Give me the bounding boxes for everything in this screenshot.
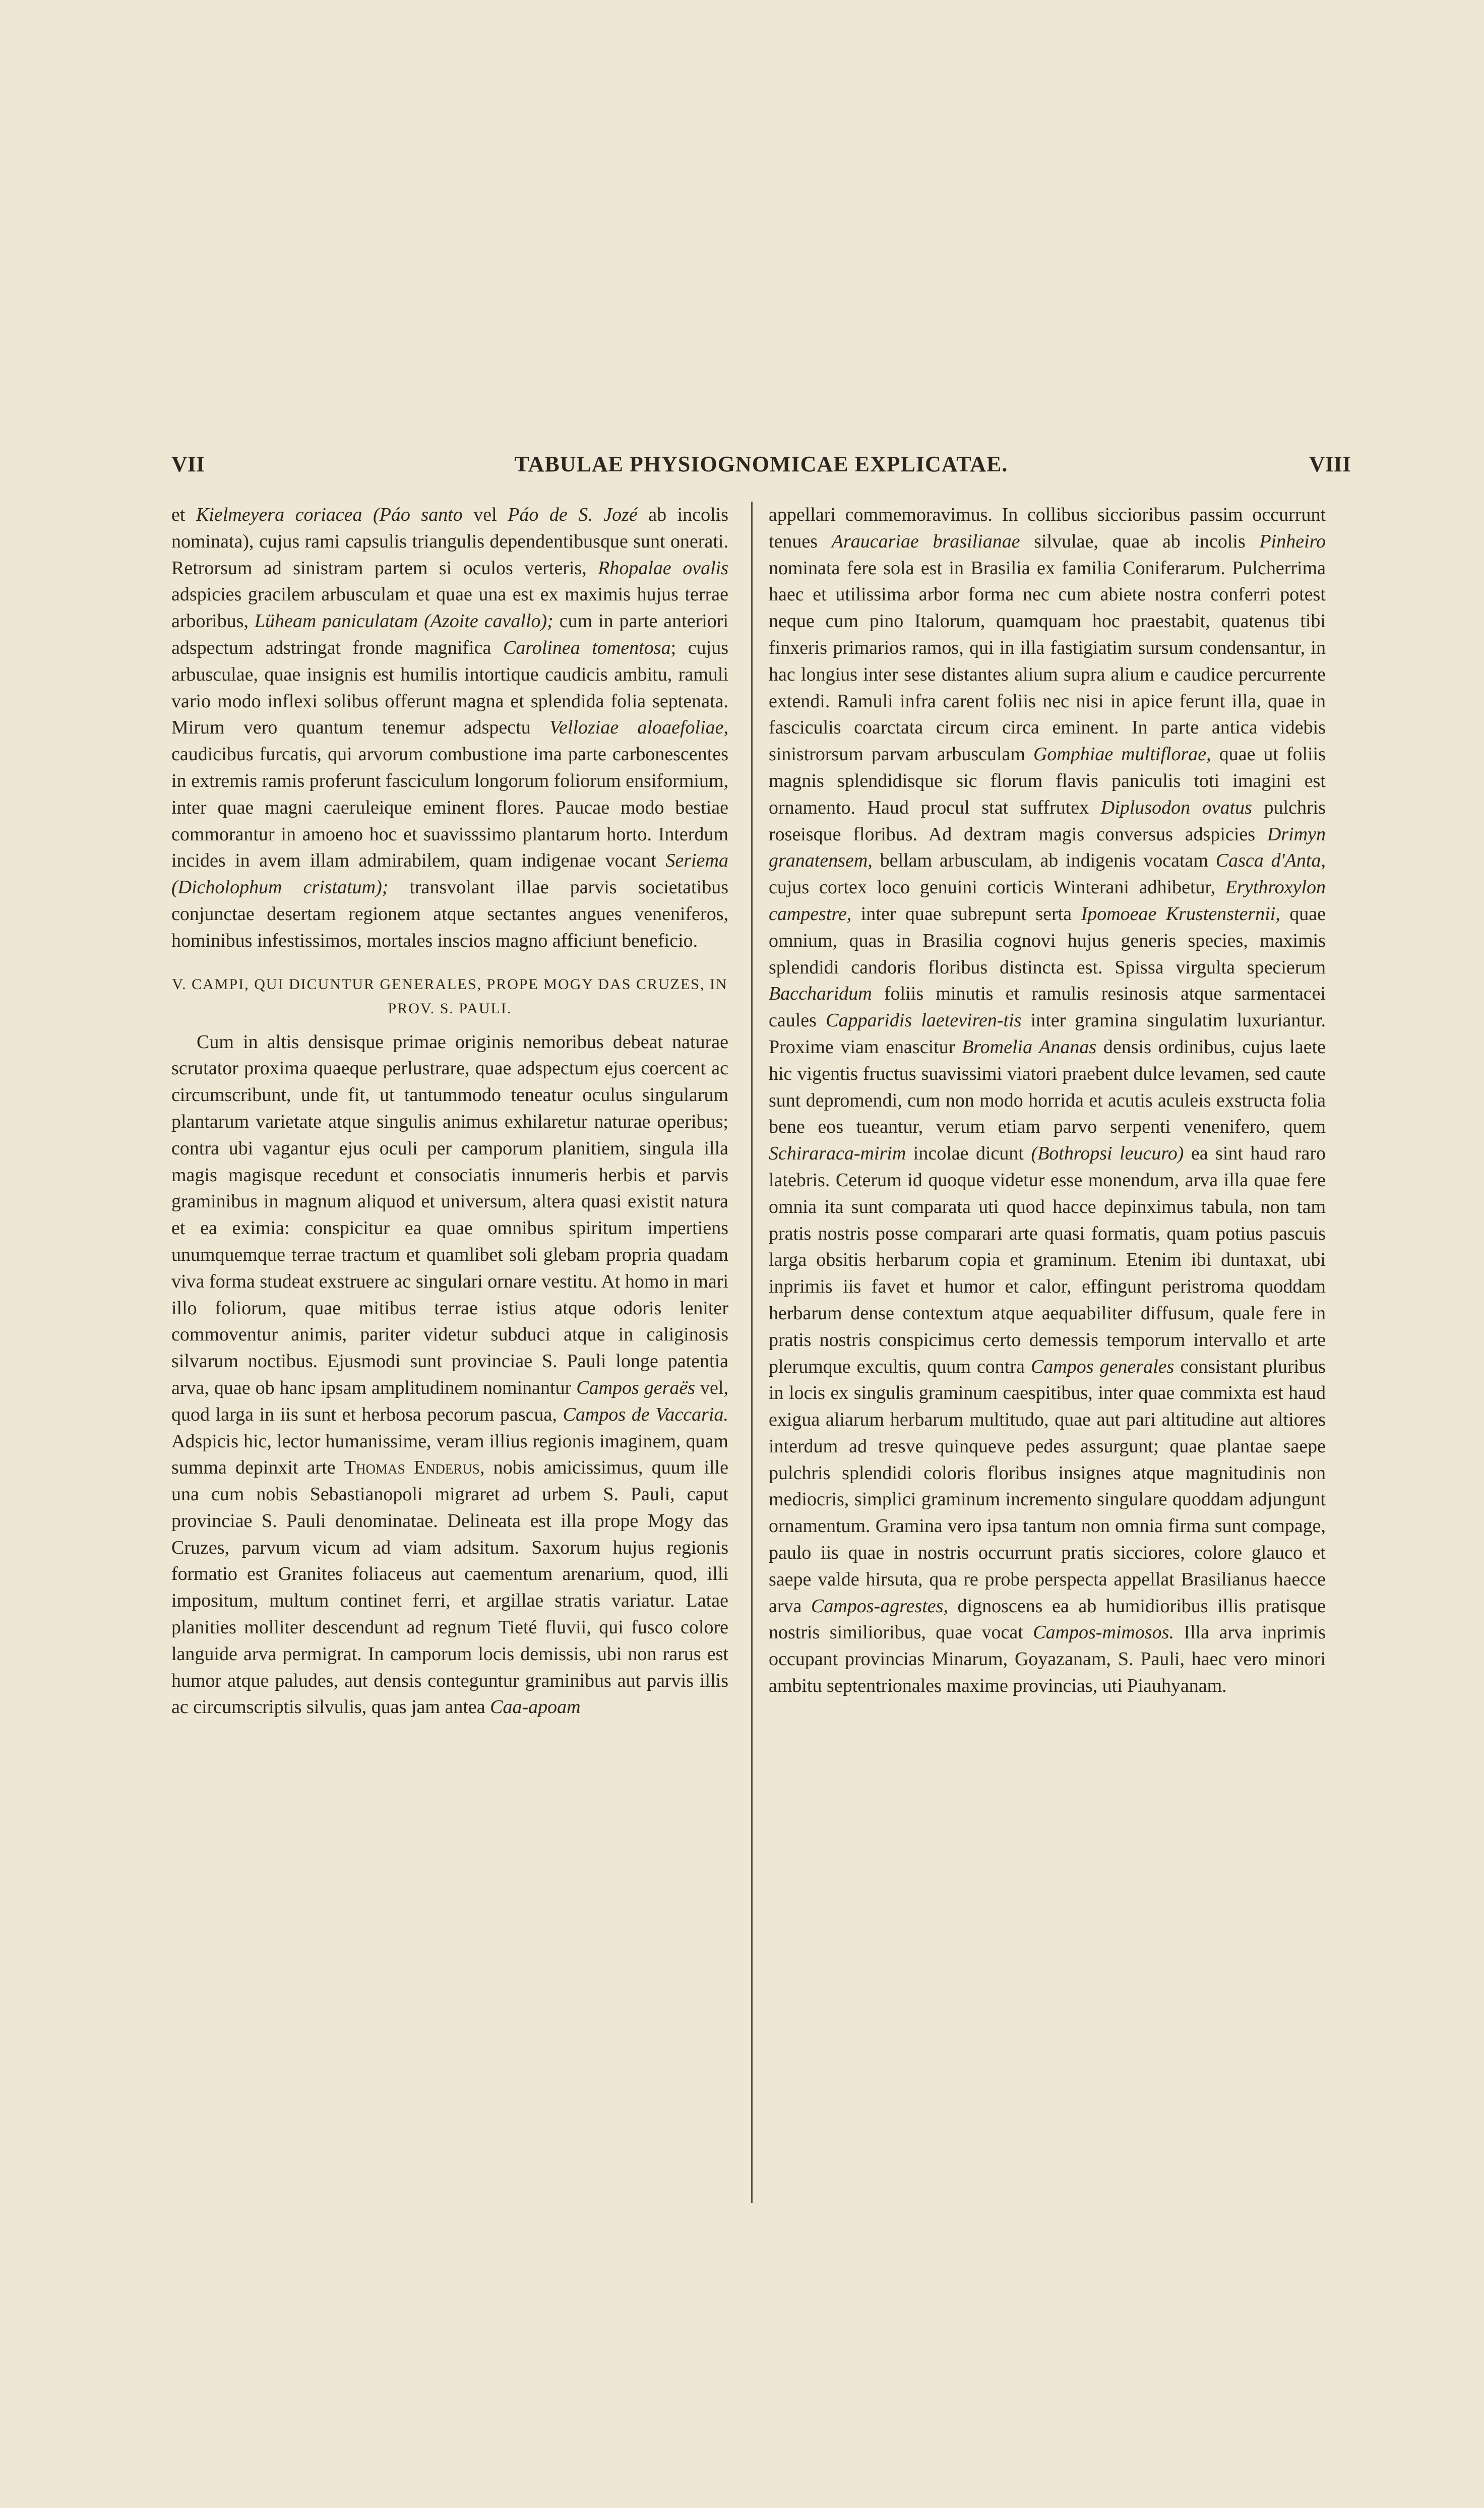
text-run: silvulae, quae ab incolis: [1020, 530, 1260, 552]
right-column: [769, 502, 1326, 1699]
text-run: incolae dicunt: [906, 1143, 1031, 1165]
text-run: vel, quod larga in iis sunt et herbosa pecorum pascua,: [171, 1377, 728, 1425]
text-run: inter gramina singulatim luxuriantur. Proxime viam enascitur: [769, 1010, 1326, 1058]
text-run: Cum in altis densisque primae originis nemoribus debeat naturae scrutator proxima quaeque perlustrare, quae adspectum ejus coercent ac circumscribunt, unde fit, ut tantummodo teneatur oculus singularum plantarum varietate atque singulis animus exhilaretur naturae operibus; contra ubi vagantur ejus oculi per camporum planitiem, singula illa magis magisque recedunt et consociatis innumeris herbis et parvis graminibus in magnum aliquod et universum, altera quasi existit natura et ea eximia: conspicitur ea quae omnibus spiritum impertiens unumquemque terrae tractum et quamlibet soli glebam propria quadam viva forma studeat exstruere ac singulari ornare vestitu. At homo in mari illo foliorum, quae mitibus terrae istius atque odoris leniter commoventur animis, pariter videtur subduci atque in caliginosis silvarum noctibus. Ejusmodi sunt provinciae S. Pauli longe patentia arva, quae ob hanc ipsam amplitudinem nominantur: [171, 1031, 728, 1398]
text-run: , nobis amicissimus, quum ille una cum nobis Sebastianopoli migraret ad urbem S. Pauli, caput provinciae S. Pauli denominatae. Delineata est illa prope Mogy das Cruzes, parvum vicum ad viam adsitum. Saxorum hujus regionis formatio est Granites foliaceus aut caementum arenarium, quod, illi impositum, multum continet ferri, et argillae stratis variatur. Latae planities molliter descendunt ad regnum Tieté fluvii, qui fusco colore languide arva permigrat. In camporum locis demissis, ubi non rarus est humor atque paludes, aut densis conteguntur graminibus aut parvis illis ac circumscriptis silvulis, quas jam antea: [171, 1457, 728, 1718]
text-run: Illa arva inprimis occupant provincias Minarum, Goyazanam, S. Pauli, haec vero minori ambitu septentrionales maxime provincias, uti Piauhyanam.: [769, 1622, 1326, 1697]
italic-term: Carolinea tomentosa: [503, 637, 671, 658]
paragraph: [171, 502, 728, 954]
italic-term: Rhopalae ovalis: [598, 557, 728, 579]
italic-term: Gomphiae multiflorae,: [1033, 744, 1211, 765]
italic-term: Campos-mimosos.: [1033, 1622, 1174, 1643]
text-run: cum in parte anteriori adspectum adstringat fronde magnifica: [171, 610, 729, 658]
section-heading: V. CAMPI, QUI DICUNTUR GENERALES, PROPE MOGY DAS CRUZES, IN PROV. S. PAULI.: [172, 975, 728, 1017]
italic-term: Velloziae aloaefoliae,: [549, 717, 728, 739]
italic-term: Casca d'Anta,: [1215, 850, 1326, 872]
italic-term: Araucariae brasilianae: [831, 530, 1020, 552]
page-number-left: VII: [171, 452, 205, 476]
italic-term: Ipomoeae Krustensternii,: [1081, 903, 1280, 925]
italic-term: Campos-agrestes,: [811, 1595, 948, 1617]
text-run: adspicies gracilem arbusculam et quae una est ex maximis hujus terrae arboribus,: [171, 584, 728, 632]
italic-term: Campos de Vaccaria.: [563, 1403, 728, 1425]
text-run: quae ut foliis magnis splendidisque sic florum flavis paniculis toti imagini est ornamento. Haud procul stat suffrutex: [769, 744, 1326, 818]
text-run: inter quae subrepunt serta: [851, 903, 1081, 925]
column-divider: [751, 502, 753, 2203]
text-run: consistant pluribus in locis ex singulis graminum caespitibus, inter quae commixta est haud exigua aliarum herbarum multitudo, quae aut pari altitudine aut altiores interdum ad tresve quinqueve pedes assurgunt; quae plantae saepe pulchris splendidi coloris floribus insignes atque magnitudinis non mediocris, simplici graminum incremento singulare quoddam adjungunt ornamentum. Gramina vero ipsa tantum non omnia firma sunt compage, paulo iis quae in nostris occurrunt pratis sicciores, colore glauco et saepe valde hirsuta, qua re probe perspecta appellat Brasilianus haecce arva: [769, 1356, 1326, 1617]
italic-term: Lüheam paniculatam (Azoite cavallo);: [254, 610, 553, 632]
small-caps-name: Thomas Enderus: [344, 1457, 480, 1479]
text-run: et: [171, 504, 196, 525]
text-run: bellam arbusculam, ab indigenis vocatam: [872, 850, 1216, 872]
italic-term: Campos geraës: [576, 1377, 696, 1398]
text-run: ab incolis nominata), cujus rami capsulis triangulis dependentibusque sunt onerati. Retrorsum ad sinistram partem si oculos verteris,: [171, 504, 728, 579]
italic-term: (Bothropsi leucuro): [1031, 1143, 1184, 1165]
running-header: [171, 451, 1351, 481]
text-run: transvolant illae parvis societatibus conjunctae desertam regionem atque sectantes angues veneniferos, hominibus infestissimos, mortales inscios magno afficiunt beneficio.: [171, 877, 728, 951]
text-run: quae omnium, quas in Brasilia cognovi hujus generis species, maximis splendidi candoris floribus distincta est. Spissa virgulta specierum: [769, 903, 1326, 978]
paragraph: [769, 502, 1326, 1699]
paragraph: [171, 1029, 728, 1721]
italic-term: Schiraraca-mirim: [769, 1143, 906, 1165]
text-run: ; cujus arbusculae, quae insignis est humilis intortique caudicis ambitu, ramuli vario modo inflexi solibus offerunt magna et splendida folia septenata. Mirum vero quantum tenemur adspectu: [171, 637, 728, 739]
running-title: TABULAE PHYSIOGNOMICAE EXPLICATAE.: [514, 452, 1008, 476]
text-run: cujus cortex loco genuini corticis Winterani adhibetur,: [769, 877, 1225, 898]
text-run: Adspicis hic, lector humanissime, veram illius regionis imaginem, quam summa depinxit arte: [171, 1430, 728, 1479]
left-column: [171, 502, 728, 1721]
italic-term: Páo de S. Jozé: [508, 504, 638, 525]
text-run: caudicibus furcatis, qui arvorum combustione ima parte carbonescentes in extremis ramis proferunt fasciculum longorum foliorum ensiformium, inter quae magni caeruleique eminent flores. Paucae modo bestiae commorantur in amoeno hoc et suavisssimo plantarum horto. Interdum incides in avem illam admirabilem, quam indigenae vocant: [171, 744, 728, 872]
italic-term: Campos generales: [1030, 1356, 1174, 1377]
italic-term: Bromelia Ananas: [962, 1036, 1097, 1058]
text-run: nominata fere sola est in Brasilia ex familia Coniferarum. Pulcherrima haec et utilissima arbor forma nec cum abiete nostra conferri potest neque cum pino Italorum, quamquam hoc praestabit, quatenus tibi finxeris primarios ramos, qui in illa fastigiatim sursum condensantur, in hac longius inter sese distantes alium supra alium e caudice percurrente extendi. Ramuli infra carent foliis nec nisi in apice ferunt illa, quae in fasciculis coarctata circum circa eminent. In parte antica videbis sinistrorsum parvam arbusculam: [769, 557, 1326, 765]
text-run: vel: [462, 504, 508, 525]
italic-term: Capparidis laeteviren-tis: [826, 1010, 1022, 1031]
text-run: densis ordinibus, cujus laete hic vigentis fructus suavissimi viatori praebent dulce levamen, sed caute sunt depromendi, cum non modo horrida et acutis aculeis exstructa folia bene eos tueantur, verum etiam parvo serpenti venenifero, quem: [769, 1036, 1326, 1138]
text-run: ea sint haud raro latebris. Ceterum id quoque videtur esse monendum, arva illa quae fere omnia ita sunt comparata uti quod hacce depinximus tabula, non tam pratis nostris posse comparari arte quasi formatis, quam potius pascuis larga obsitis herbarum copia et graminum. Etenim ibi duntaxat, ubi inprimis iis favet et humor et calor, effingunt peristroma quoddam herbarum dense contextum atque aequabiliter diffusum, quale fere in pratis nostris conspicimus certo demessis temporum intervallo et arte plerumque excultis, quum contra: [769, 1143, 1326, 1377]
italic-term: Seriema (Dicholophum cristatum);: [171, 850, 728, 898]
text-run: appellari commemoravimus. In collibus siccioribus passim occurrunt tenues: [769, 504, 1326, 552]
italic-term: Erythroxylon campestre,: [769, 877, 1326, 925]
italic-term: Caa-apoam: [490, 1696, 581, 1718]
italic-term: Pinheiro: [1259, 530, 1326, 552]
page-number-right: VIII: [1309, 452, 1351, 476]
text-run: pulchris roseisque floribus. Ad dextram magis conversus adspicies: [769, 797, 1326, 845]
italic-term: Baccharidum: [769, 983, 872, 1005]
italic-term: Drimyn granatensem,: [769, 823, 1326, 872]
italic-term: Kielmeyera coriacea (Páo santo: [196, 504, 463, 525]
text-run: foliis minutis et ramulis resinosis atque sarmentacei caules: [769, 983, 1326, 1031]
text-run: dignoscens ea ab humidioribus illis pratisque nostris similioribus, quae vocat: [769, 1595, 1326, 1643]
italic-term: Diplusodon ovatus: [1100, 797, 1252, 818]
